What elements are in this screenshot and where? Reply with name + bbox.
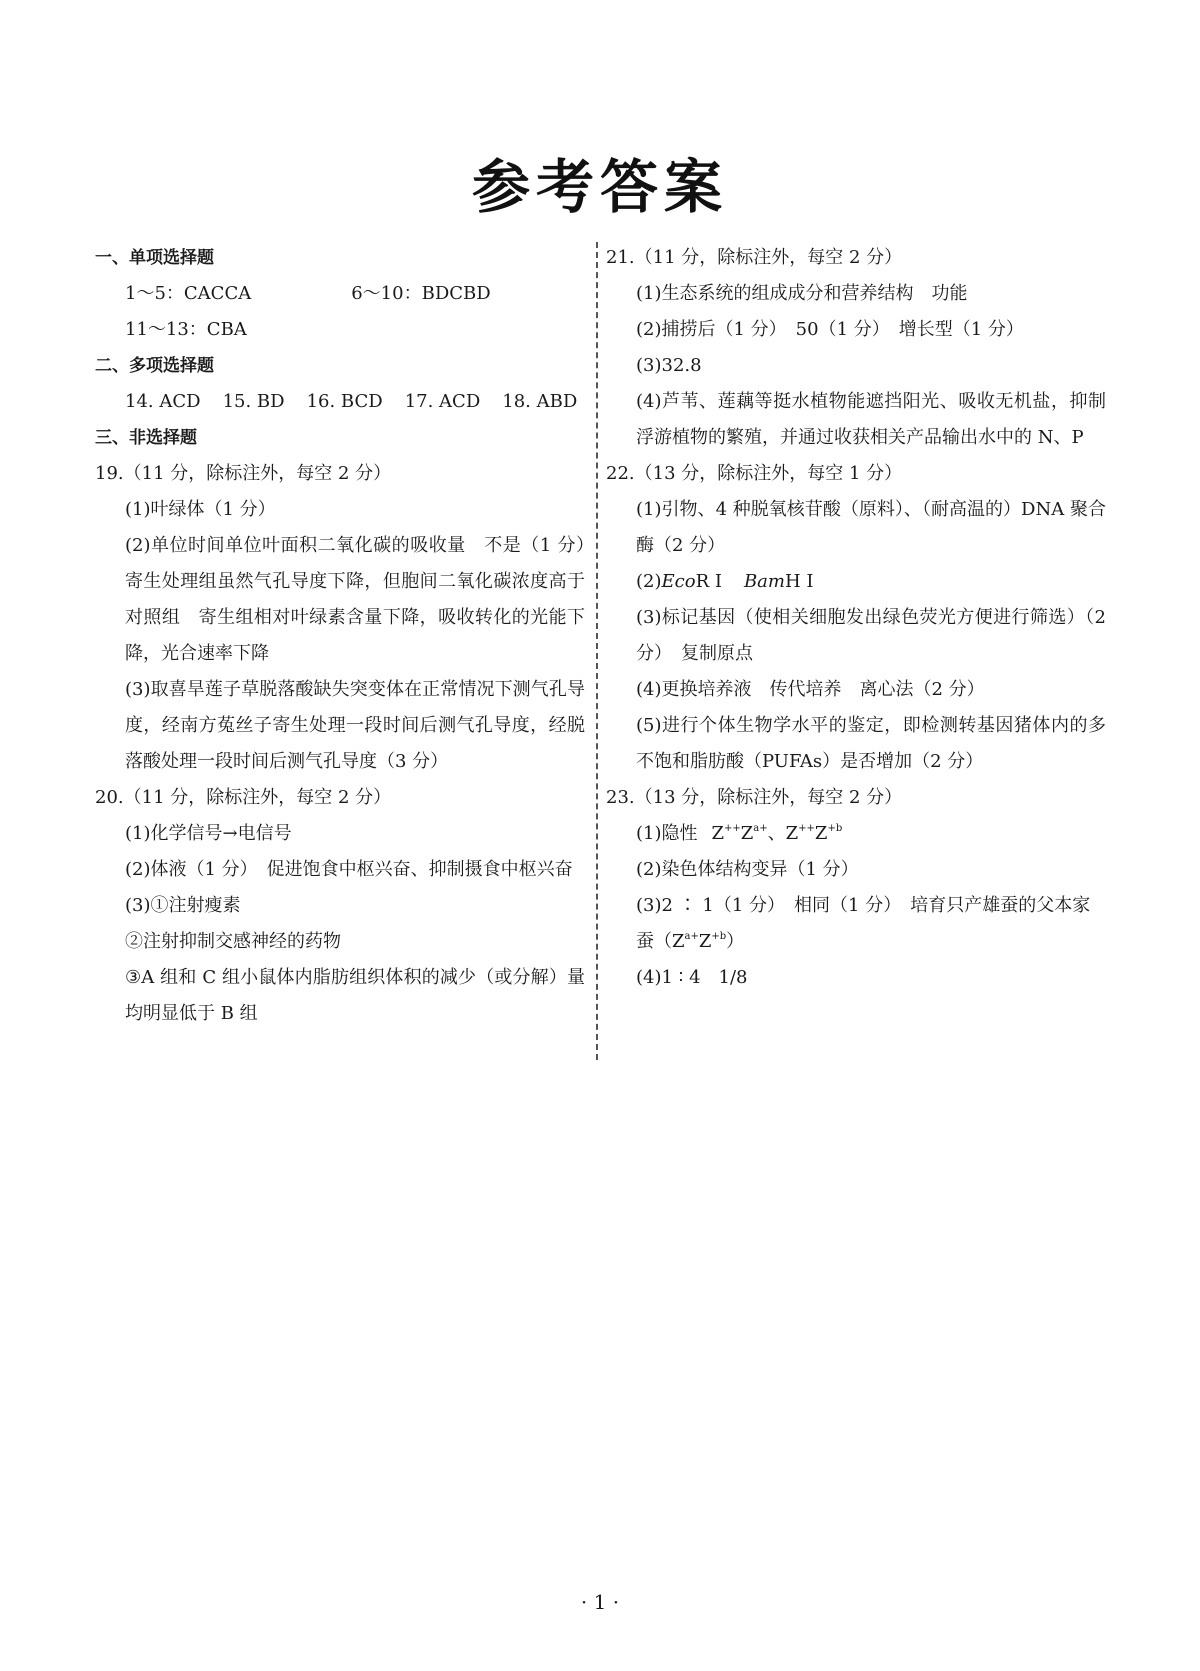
q23-answer-1-prefix: (1)隐性	[636, 823, 698, 844]
q23-answer-1	[606, 816, 1106, 852]
z-chromosome: Z	[711, 823, 725, 844]
q21-heading: 21.（11 分，除标注外，每空 2 分）	[606, 247, 903, 268]
q20-answer-3c: ③A 组和 C 组小鼠体内脂肪组织体积的减少（或分解）量均明显低于 B 组	[125, 967, 585, 1024]
q21-answer-1: (1)生态系统的组成成分和营养结构 功能	[636, 283, 968, 304]
q22-answer-4: (4)更换培养液 传代培养 离心法（2 分）	[636, 679, 985, 700]
genotype-superscript: a+	[753, 823, 768, 834]
answer-6-10: 6～10：BDCBD	[351, 283, 491, 304]
q23-answer-3a: (3)2 ∶ 1（1 分） 相同（1 分） 培育只产雄蚕的父本家	[636, 895, 1091, 916]
q23-heading: 23.（13 分，除标注外，每空 2 分）	[606, 787, 903, 808]
right-column	[606, 240, 1106, 996]
z-chromosome: Z	[740, 823, 754, 844]
q19-answer-2: (2)单位时间单位叶面积二氧化碳的吸收量 不是（1 分） 寄生处理组虽然气孔导度下降，但胞间二氧化碳浓度高于对照组 寄生组相对叶绿素含量下降，吸收转化的光能下降，光合速率下降	[125, 535, 603, 664]
q21-answer-3: (3)32.8	[636, 355, 702, 376]
column-divider	[596, 242, 598, 1060]
z-chromosome: Z	[672, 931, 685, 952]
page-number: · 1 ·	[580, 1590, 620, 1614]
q20-answer-2: (2)体液（1 分） 促进饱食中枢兴奋、抑制摄食中枢兴奋	[125, 859, 573, 880]
q19-answer-1: (1)叶绿体（1 分）	[125, 499, 276, 520]
q22-answer-5: (5)进行个体生物学水平的鉴定，即检测转基因猪体内的多不饱和脂肪酸（PUFAs）是否增加（2 分）	[636, 715, 1106, 772]
ecori-rest: R Ⅰ	[695, 571, 722, 592]
genotype-superscript: ++	[798, 823, 815, 834]
answer-17: 17. ACD	[404, 391, 481, 412]
answer-18: 18. ABD	[502, 391, 578, 412]
genotype-superscript: ++	[724, 823, 741, 834]
z-chromosome: Z	[698, 931, 712, 952]
answer-11-13: 11～13：CBA	[125, 319, 247, 340]
section-1-heading: 一、单项选择题	[95, 248, 214, 268]
q20-heading: 20.（11 分，除标注外，每空 2 分）	[95, 787, 392, 808]
section-2-heading: 二、多项选择题	[95, 356, 214, 376]
page-title: 参考答案	[471, 153, 728, 221]
q20-answer-3b: ②注射抑制交感神经的药物	[125, 931, 341, 952]
z-chromosome: Z	[814, 823, 828, 844]
answer-16: 16. BCD	[306, 391, 383, 412]
left-column	[95, 240, 603, 1032]
answer-14: 14. ACD	[125, 391, 201, 412]
answer-1-5: 1～5：CACCA	[125, 283, 252, 304]
q21-answer-4: (4)芦苇、莲藕等挺水植物能遮挡阳光、吸收无机盐，抑制浮游植物的繁殖，并通过收获相关产品输出水中的 N、P	[636, 391, 1106, 448]
answer-15: 15. BD	[222, 391, 285, 412]
q21-answer-2: (2)捕捞后（1 分） 50（1 分） 增长型（1 分）	[636, 319, 1024, 340]
genotype-superscript: a+	[684, 931, 699, 942]
section-3-heading: 三、非选择题	[95, 428, 197, 448]
q20-answer-1: (1)化学信号→电信号	[125, 823, 292, 844]
q23-answer-3b	[606, 924, 1106, 960]
q23-answer-2: (2)染色体结构变异（1 分）	[636, 859, 859, 880]
q19-heading: 19.（11 分，除标注外，每空 2 分）	[95, 463, 392, 484]
q19-answer-3: (3)取喜旱莲子草脱落酸缺失突变体在正常情况下测气孔导度，经南方菟丝子寄生处理一段时间后测气孔导度，经脱落酸处理一段时间后测气孔导度（3 分）	[125, 679, 585, 772]
q22-answer-1: (1)引物、4 种脱氧核苷酸（原料）、（耐高温的）DNA 聚合酶（2 分）	[636, 499, 1106, 556]
genotype-superscript: +b	[711, 931, 727, 942]
q22-answer-2-prefix: (2)	[636, 571, 662, 592]
q22-answer-2	[606, 564, 1106, 600]
q22-heading: 22.（13 分，除标注外，每空 1 分）	[606, 463, 903, 484]
q23-answer-3b-suffix: ）	[726, 931, 745, 952]
ecori-italic: Eco	[661, 571, 696, 592]
answer-line	[95, 384, 585, 420]
bamhi-italic: Bam	[743, 571, 785, 592]
answer-line	[95, 276, 585, 312]
q23-answer-3b-prefix: 蚕（	[636, 931, 672, 952]
bamhi-rest: H Ⅰ	[784, 571, 814, 592]
q20-answer-3a: (3)①注射瘦素	[125, 895, 241, 916]
q22-answer-3: (3)标记基因（使相关细胞发出绿色荧光方便进行筛选）（2 分） 复制原点	[636, 607, 1106, 664]
z-chromosome: Z	[785, 823, 799, 844]
genotype-superscript: +b	[827, 823, 843, 834]
q23-answer-4: (4)1 ∶ 4 1/8	[636, 967, 748, 988]
separator: 、	[767, 823, 786, 844]
